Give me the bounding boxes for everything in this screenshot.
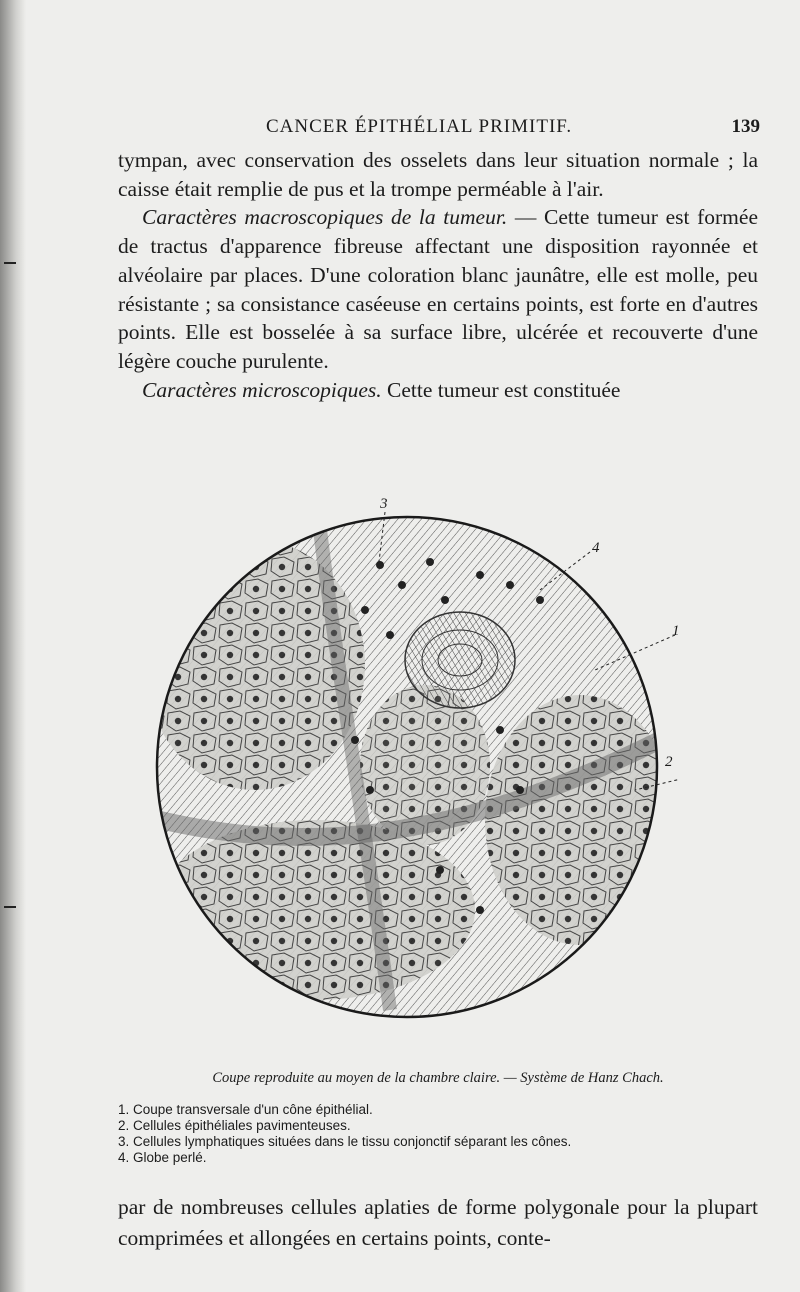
figure-caption: Coupe reproduite au moyen de la chambre claire. — Système de Hanz Chach. [212, 1070, 664, 1086]
legend-item: 4. Globe perlé. [118, 1150, 207, 1165]
page-header [200, 112, 760, 142]
callout-label: 3 [380, 496, 388, 512]
callout-label: 4 [592, 540, 600, 556]
legend-item: 3. Cellules lymphatiques situées dans le tissu conjonctif séparant les cônes. [118, 1134, 572, 1149]
body-text-top [118, 146, 758, 404]
edge-mark [4, 906, 16, 908]
legend-item: 2. Cellules épithéliales pavimenteuses. [118, 1118, 351, 1133]
callout-label: 2 [665, 754, 673, 770]
paragraph: tympan, avec conservation des osselets dans leur situation normale ; la caisse était remplie de pus et la trompe perméable à l'air. [118, 148, 758, 201]
section-heading-microscopic: Caractères microscopiques. [142, 377, 382, 402]
figure-legend [118, 1102, 758, 1166]
microscope-figure [140, 490, 680, 1050]
page-number: 139 [731, 116, 760, 137]
legend-item: 1. Coupe transversale d'un cône épithélial. [118, 1102, 373, 1117]
body-text-bottom [118, 1192, 758, 1254]
paragraph-text: Cette tumeur est constituée [381, 377, 621, 402]
paragraph [118, 376, 758, 405]
page-binding-edge [0, 0, 26, 1292]
running-head: CANCER ÉPITHÉLIAL PRIMITIF. [266, 116, 573, 137]
tissue-section [140, 490, 680, 1050]
paragraph: par de nombreuses cellules aplaties de forme polygonale pour la plupart comprimées et allongées en certains points, conte- [118, 1195, 758, 1250]
paragraph [118, 203, 758, 375]
paragraph-text: — Cette tumeur est formée de tractus d'apparence fibreuse affectant une disposition rayonnée et alvéolaire par places. D'une coloration blanc jaunâtre, elle est molle, peu résistante ; sa consistance caséeuse en certains points, est forte en d'autres points. Elle est bosselée à sa surface libre, ulcérée et recouverte d'une légère couche purulente. [118, 205, 758, 373]
epithelial-cell-cone [485, 695, 675, 945]
section-heading-macroscopic: Caractères macroscopiques de la tumeur. [142, 205, 508, 230]
edge-mark [4, 262, 16, 264]
callout-label: 1 [672, 623, 680, 639]
